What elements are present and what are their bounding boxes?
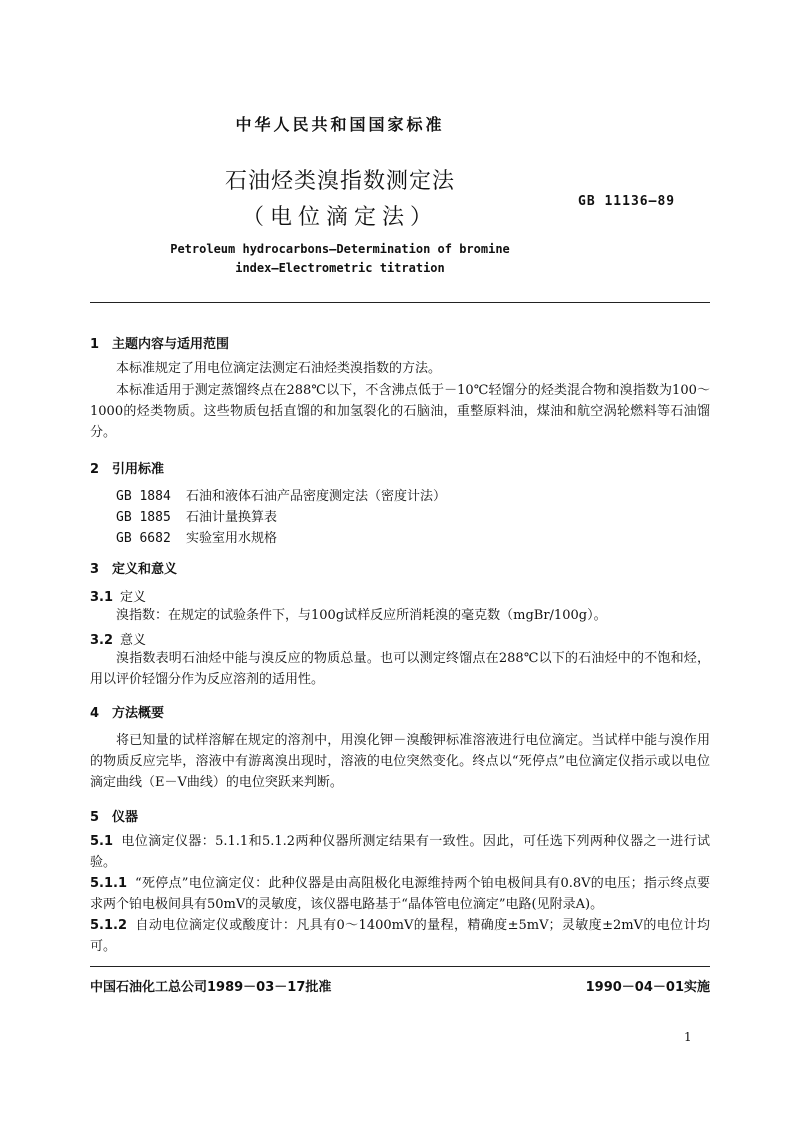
english-title-line1: Petroleum hydrocarbons—Determination of bromine <box>170 242 510 256</box>
section-title: 定义和意义 <box>112 562 178 577</box>
subsection-number: 3.1 <box>90 590 114 605</box>
reference-title: 实验室用水规格 <box>186 531 278 546</box>
reference-item <box>116 486 446 507</box>
reference-title: 石油计量换算表 <box>186 510 278 525</box>
section-title: 方法概要 <box>112 706 165 721</box>
implementation-date: 1990－04－01实施 <box>585 980 710 995</box>
subsection-number: 3.2 <box>90 633 114 648</box>
section-3-heading <box>90 558 177 577</box>
section-1-paragraph-2: 本标准适用于测定蒸馏终点在288℃以下，不含沸点低于－10℃轻馏分的烃类混合物和溴指数为100～1000的烃类物质。这些物质包括直馏的和加氢裂化的石脑油，重整原料油，煤油和航空涡轮燃料等石油馏分。 <box>90 383 710 440</box>
section-4-heading <box>90 702 164 721</box>
subsection-text: 自动电位滴定仪或酸度计：凡具有0～1400mV的量程，精确度±5mV；灵敏度±2mV的电位计均可。 <box>90 918 710 954</box>
section-number: 3 <box>90 562 100 577</box>
subsection-3-1-heading <box>90 586 146 605</box>
english-title <box>150 240 530 278</box>
section-2-heading <box>90 458 164 477</box>
reference-item <box>116 528 277 549</box>
section-number: 2 <box>90 462 100 477</box>
significance-text: 溴指数表明石油烃中能与溴反应的物质总量。也可以测定终馏点在288℃以下的石油烃中的不饱和烃，用以评价轻馏分作为反应溶剂的适用性。 <box>90 651 710 687</box>
subsection-number: 5.1.1 <box>90 876 128 891</box>
subsection-text: 电位滴定仪器：5.1.1和5.1.2两种仪器所测定结果有一致性。因此，可任选下列两种仪器之一进行试验。 <box>90 834 710 870</box>
footer-divider <box>90 966 710 967</box>
reference-title: 石油和液体石油产品密度测定法（密度计法） <box>186 489 447 504</box>
subsection-title: 定义 <box>120 590 147 605</box>
reference-code: GB 1885 <box>116 510 171 525</box>
document-title: 石油烃类溴指数测定法 <box>224 169 455 194</box>
subsection-5-1-1 <box>90 873 710 915</box>
definition-text: 溴指数：在规定的试验条件下，与100g试样反应所消耗溴的毫克数（mgBr/100g）。 <box>116 608 607 623</box>
page-number: 1 <box>684 1030 692 1044</box>
header-divider <box>90 302 710 303</box>
document-subtitle: （电位滴定法） <box>241 205 438 230</box>
section-5-heading <box>90 806 138 825</box>
reference-code: GB 6682 <box>116 531 171 546</box>
approval-date: 中国石油化工总公司1989－03－17批准 <box>90 980 332 995</box>
section-number: 4 <box>90 706 100 721</box>
national-standard-heading: 中华人民共和国国家标准 <box>235 115 445 134</box>
subsection-number: 5.1.2 <box>90 918 128 933</box>
reference-code: GB 1884 <box>116 489 171 504</box>
english-title-line2: index—Electrometric titration <box>235 261 445 275</box>
section-title: 仪器 <box>112 810 139 825</box>
subsection-5-1 <box>90 831 710 873</box>
section-1-heading <box>90 333 229 352</box>
section-number: 5 <box>90 810 100 825</box>
subsection-3-2-heading <box>90 629 146 648</box>
section-title: 主题内容与适用范围 <box>112 337 230 352</box>
subsection-text: “死停点”电位滴定仪：此种仪器是由高阻极化电源维持两个铂电极间具有0.8V的电压；指示终点要求两个铂电极间具有50mV的灵敏度，该仪器电路基于“晶体管电位滴定”电路(见附录A)。 <box>90 876 710 912</box>
subsection-5-1-2 <box>90 915 710 957</box>
reference-item <box>116 507 277 528</box>
section-number: 1 <box>90 337 100 352</box>
subsection-title: 意义 <box>120 633 147 648</box>
method-summary-text: 将已知量的试样溶解在规定的溶剂中，用溴化钾－溴酸钾标准溶液进行电位滴定。当试样中能与溴作用的物质反应完毕，溶液中有游离溴出现时，溶液的电位突然变化。终点以“死停点”电位滴定仪指示或以电位滴定曲线（E－V曲线）的电位突跃来判断。 <box>90 733 710 790</box>
standard-number: GB 11136—89 <box>578 194 676 209</box>
section-title: 引用标准 <box>112 462 165 477</box>
subsection-number: 5.1 <box>90 834 114 849</box>
section-1-paragraph-1: 本标准规定了用电位滴定法测定石油烃类溴指数的方法。 <box>116 361 442 376</box>
